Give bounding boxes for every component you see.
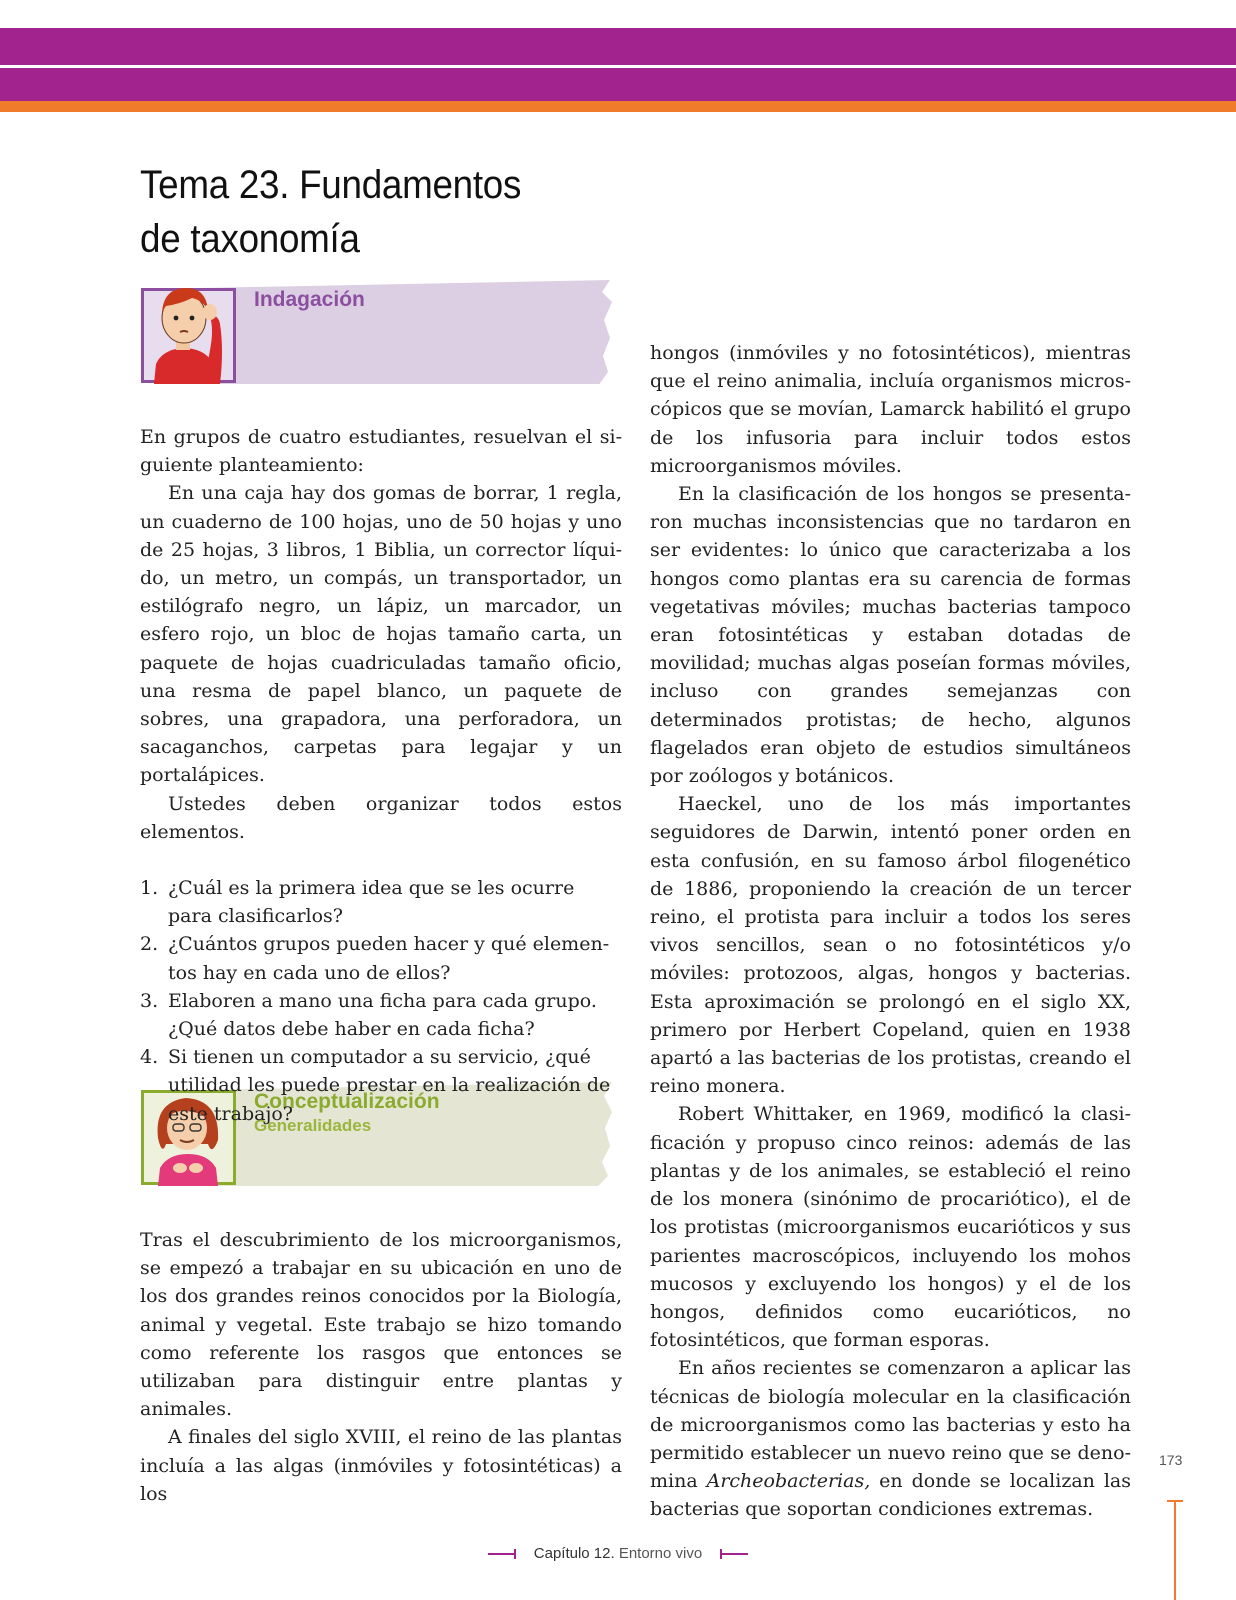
right-paragraph-3: Haeckel, uno de los más importantes seguidores de Darwin, intentó poner orden en esta confusión, en su famoso árbol filogenético de 1886, proponiendo la creación de un tercer reino, el protista para incluir a todos los seres vivos sencillos, sean o no fotosintéticos y/o móviles: protozoos, algas, hongos y bacterias. Esta aproximación se prolongó en el siglo XX, primero por Herbert Copeland, quien en 1938 apartó a las bacterias de los protistas, creando el reino monera. [650,793,1131,1098]
right-paragraph-1: hongos (inmóviles y no fotosintéticos), mientras que el reino animalia, incluía organismos microscópicos que se movían, Lamarck habilitó el grupo de los infusoria para incluir todos estos microorganismos móviles. [650,342,1131,477]
footer [0,1545,1236,1562]
right-paragraph-4: Robert Whittaker, en 1969, modificó la clasificación y propuso cinco reinos: además de las plantas y de los animales, se estableció el reino de los monera (sinónimo de procariótico), el de los protistas (microorganismos eucarióticos y sus parientes macroscópicos, incluyendo los mohos mucosos y excluyendo los hongos) y el de los hongos, definidos como eucarióticos, no fotosintéticos, que forman esporas. [650,1103,1131,1352]
question-number: 4. [140,1046,159,1069]
header-band-bottom [0,68,1236,101]
header-orange-stripe [0,101,1236,112]
question-text: ¿Cuál es la primera idea que se les ocurre para clasificarlos? [168,877,575,928]
question-number: 3. [140,989,159,1012]
page-title-line-2: de taxonomía [140,217,360,261]
page-title-line-1: Tema 23. Fundamentos [140,163,522,207]
question-text: Si tienen un computador a su servicio, ¿qué utilidad les puede prestar en la realización de este trabajo? [168,1046,611,1125]
right-paragraph-5 [650,1354,1131,1523]
thinking-boy-icon [140,280,240,384]
page-title [140,158,521,266]
header-band-top [0,28,1236,65]
indagacion-intro: En grupos de cuatro estudiantes, resuelvan el siguiente planteamiento: [140,426,622,477]
right-paragraph-2: En la clasificación de los hongos se presentaron muchas inconsistencias que no tardaron en ser evidentes: lo único que caracterizaba a los hongos como plantas era su carencia de formas vegetativas móviles; muchas bacterias tampoco eran fotosintéticas y estaban dotadas de movilidad; muchas algas poseían formas móviles, incluso con grandes semejanzas con determinados protistas; de hecho, algunos flagelados eran objeto de estudios simultáneos por zoólogos y botánicos. [650,483,1131,788]
conceptualizacion-heading: Conceptualización [254,1090,440,1113]
indagacion-heading: Indagación [254,288,365,311]
page-number: 173 [1159,1452,1183,1468]
conceptualizacion-text [140,1226,622,1508]
question-item [140,930,622,986]
indagacion-instruction: Ustedes deben organizar todos estos elementos. [140,792,622,843]
footer-left-mark [488,1553,516,1555]
question-number: 1. [140,877,159,900]
conceptualizacion-paragraph-2: A finales del siglo XVIII, el reino de las plantas incluía a las algas (inmóviles y fotosintéticas) a los [140,1426,622,1505]
question-item [140,987,622,1043]
conceptualizacion-paragraph-1: Tras el descubrimiento de los microorganismos, se empezó a trabajar en su ubicación en uno de los dos grandes reinos conocidos por la Biología, animal y vegetal. Este trabajo se hizo tomando como referente los rasgos que entonces se utilizaban para distinguir entre plantas y animales. [140,1229,622,1421]
right-paragraph-5-end: en donde se localizan las bacterias que soportan condiciones extremas. [650,1470,1131,1521]
footer-chapter: Capítulo 12. [533,1545,615,1562]
footer-right-mark [720,1553,748,1555]
right-paragraph-5-start: En años recientes se comenzaron a aplicar las técnicas de biología molecular en la clasificación de microorganismos como las bacterias y esto ha permitido establecer un nuevo reino que se denomina [650,1357,1131,1493]
questions-list [140,874,622,1128]
indagacion-case: En una caja hay dos gomas de borrar, 1 regla, un cuaderno de 100 hojas, uno de 50 hojas y uno de 25 hojas, 3 libros, 1 Biblia, un corrector líquido, un metro, un compás, un transportador, un estilógrafo negro, un lápiz, un marcador, un esfero rojo, un bloc de hojas tamaño carta, un paquete de hojas cuadriculadas tamaño oficio, una resma de papel blanco, un paquete de sobres, una grapadora, una perforadora, un sacaganchos, carpetas para legajar y un portalápices. [140,482,622,787]
question-text: ¿Cuántos grupos pueden hacer y qué elementos hay en cada uno de ellos? [168,933,610,984]
conceptualizacion-subheading: Generalidades [254,1116,372,1135]
archeobacterias-term: Archeobacterias, [706,1470,871,1493]
indagacion-text [140,423,622,1128]
right-column-text [650,339,1131,1524]
question-text: Elaboren a mano una ficha para cada grupo. ¿Qué datos debe haber en cada ficha? [168,989,597,1041]
indagacion-banner [140,280,620,384]
question-number: 2. [140,933,159,956]
question-item [140,874,622,930]
question-item [140,1043,622,1128]
footer-chapter-name: Entorno vivo [618,1545,703,1562]
